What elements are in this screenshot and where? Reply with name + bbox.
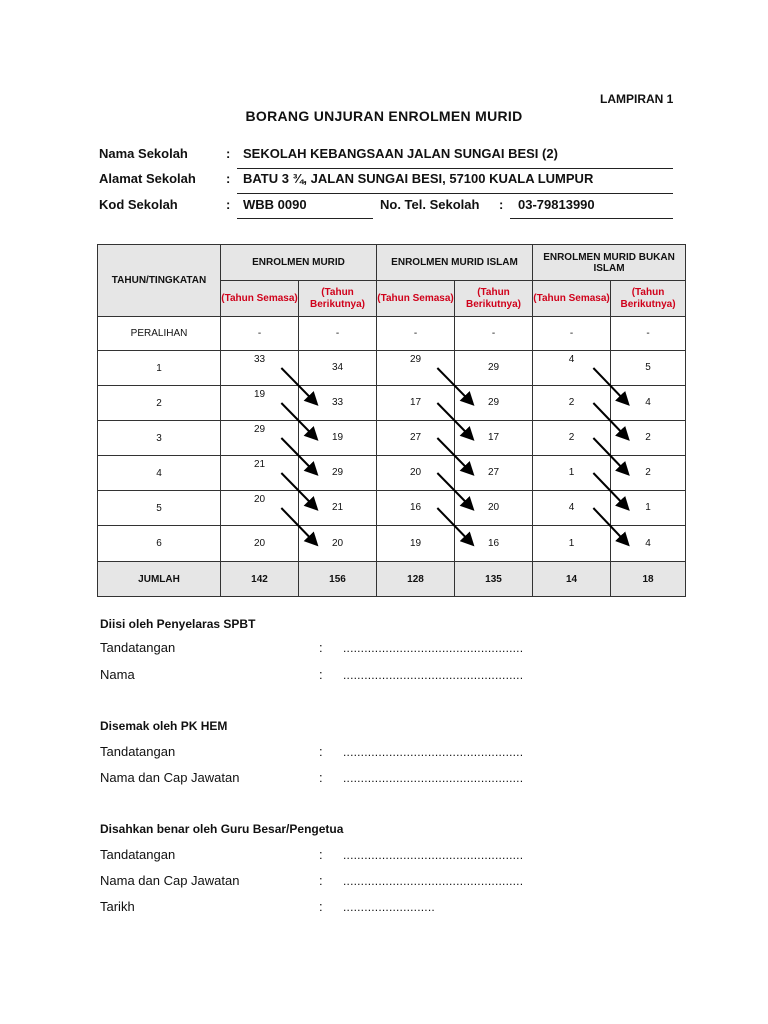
table-row	[98, 491, 686, 526]
table-cell	[611, 456, 686, 491]
cell-value: 2	[568, 432, 575, 443]
date-field[interactable]: ..........................	[343, 900, 435, 914]
table-cell	[221, 526, 299, 562]
total-cell: 142	[221, 562, 299, 597]
table-cell	[377, 386, 455, 421]
colon: :	[319, 847, 323, 862]
cell-value: 19	[253, 389, 266, 400]
name-stamp-label: Nama dan Cap Jawatan	[100, 873, 240, 888]
cell-value: 2	[645, 432, 651, 443]
sub-header-current: (Tahun Semasa)	[533, 281, 611, 317]
cell-value: 33	[331, 397, 344, 408]
table-row	[98, 456, 686, 491]
table-cell	[221, 456, 299, 491]
school-code-label: Kod Sekolah	[99, 197, 178, 212]
cell-value: 29	[487, 362, 500, 373]
table-row	[98, 421, 686, 456]
cell-value: 4	[645, 537, 651, 549]
cell-value: 4	[645, 397, 651, 408]
header-enrolmen-murid: ENROLMEN MURID	[221, 245, 377, 281]
section-title-hem: Disemak oleh PK HEM	[100, 719, 228, 733]
cell-value: 29	[409, 354, 422, 365]
cell-value: 33	[253, 354, 266, 365]
signature-field[interactable]: ...................................................	[343, 848, 524, 862]
total-cell: 14	[533, 562, 611, 597]
cell-value: 1	[645, 502, 651, 513]
table-cell	[611, 421, 686, 456]
cell-value: 20	[253, 494, 266, 505]
colon: :	[226, 146, 231, 161]
cell-value: 17	[487, 432, 500, 443]
row-label: 6	[98, 526, 221, 562]
table-cell	[299, 456, 377, 491]
school-name-value: SEKOLAH KEBANGSAAN JALAN SUNGAI BESI (2)	[243, 146, 558, 161]
cell-value: 34	[331, 362, 344, 373]
table-cell	[221, 386, 299, 421]
table-cell: -	[533, 317, 611, 351]
table-cell	[455, 421, 533, 456]
table-cell	[455, 351, 533, 386]
table-cell	[299, 351, 377, 386]
table-cell	[299, 421, 377, 456]
cell-value: 4	[568, 354, 575, 365]
cell-value: 17	[409, 397, 422, 408]
table-body	[98, 351, 686, 562]
school-address-value: BATU 3 ¾, JALAN SUNGAI BESI, 57100 KUALA LUMPUR	[243, 171, 594, 186]
sign-label: Tandatangan	[100, 847, 176, 862]
school-code-value: WBB 0090	[243, 197, 307, 212]
cell-value: 5	[645, 362, 651, 373]
table-cell	[533, 491, 611, 526]
header-year: TAHUN/TINGKATAN	[98, 245, 221, 317]
colon: :	[319, 640, 323, 655]
lampiran-label: LAMPIRAN 1	[600, 92, 674, 106]
total-cell: 135	[455, 562, 533, 597]
total-cell: 18	[611, 562, 686, 597]
table-cell	[455, 526, 533, 562]
total-cell: 156	[299, 562, 377, 597]
row-label: 4	[98, 456, 221, 491]
underline	[510, 218, 673, 219]
name-field[interactable]: ...................................................	[343, 668, 524, 682]
table-cell	[533, 421, 611, 456]
name-stamp-field[interactable]: ...................................................	[343, 874, 524, 888]
table-cell	[533, 351, 611, 386]
school-name-label: Nama Sekolah	[99, 146, 188, 161]
colon: :	[319, 744, 323, 759]
school-tel-value: 03-79813990	[518, 197, 595, 212]
section-title-gb: Disahkan benar oleh Guru Besar/Pengetua	[100, 822, 344, 836]
table-cell	[377, 351, 455, 386]
table-cell	[455, 491, 533, 526]
cell-value: 2	[645, 467, 651, 478]
header-enrolmen-islam: ENROLMEN MURID ISLAM	[377, 245, 533, 281]
colon: :	[319, 667, 323, 682]
sign-label: Tandatangan	[100, 744, 176, 759]
cell-value: 29	[331, 467, 344, 478]
underline	[237, 193, 673, 194]
table-cell	[611, 491, 686, 526]
sub-header-next: (Tahun Berikutnya)	[611, 281, 686, 317]
table-cell: -	[611, 317, 686, 351]
cell-value: 16	[409, 502, 422, 513]
cell-value: 1	[568, 537, 575, 549]
underline	[237, 168, 673, 169]
table-cell	[377, 456, 455, 491]
table-cell	[377, 421, 455, 456]
table-cell	[533, 456, 611, 491]
sub-header-next: (Tahun Berikutnya)	[299, 281, 377, 317]
table-cell	[611, 386, 686, 421]
name-label: Nama	[100, 667, 135, 682]
cell-value: 19	[409, 537, 422, 549]
table-cell	[299, 491, 377, 526]
row-label: 3	[98, 421, 221, 456]
row-label: PERALIHAN	[98, 317, 221, 351]
cell-value: 27	[487, 467, 500, 478]
cell-value: 2	[568, 397, 575, 408]
header-enrolmen-bukan-islam: ENROLMEN MURID BUKAN ISLAM	[533, 245, 686, 281]
cell-value: 21	[331, 502, 344, 513]
cell-value: 29	[253, 424, 266, 435]
colon: :	[226, 171, 231, 186]
total-cell: 128	[377, 562, 455, 597]
page-title: BORANG UNJURAN ENROLMEN MURID	[245, 108, 523, 124]
row-label: 5	[98, 491, 221, 526]
school-tel-label: No. Tel. Sekolah	[380, 197, 480, 212]
table-cell: -	[299, 317, 377, 351]
table-cell	[455, 386, 533, 421]
table-cell: -	[455, 317, 533, 351]
cell-value: 20	[409, 467, 422, 478]
table-cell	[533, 386, 611, 421]
cell-value: 21	[253, 459, 266, 470]
section-title-spbt: Diisi oleh Penyelaras SPBT	[100, 617, 256, 631]
sign-label: Tandatangan	[100, 640, 176, 655]
cell-value: 4	[568, 502, 575, 513]
row-label: 2	[98, 386, 221, 421]
enrolment-table	[97, 244, 686, 597]
name-stamp-label: Nama dan Cap Jawatan	[100, 770, 240, 785]
cell-value: 27	[409, 432, 422, 443]
table-cell	[299, 386, 377, 421]
table-cell	[299, 526, 377, 562]
cell-value: 1	[568, 467, 575, 478]
cell-value: 19	[331, 432, 344, 443]
underline	[237, 218, 373, 219]
colon: :	[319, 770, 323, 785]
table-cell	[533, 526, 611, 562]
row-label: 1	[98, 351, 221, 386]
name-stamp-field[interactable]: ...................................................	[343, 771, 524, 785]
table-cell	[611, 526, 686, 562]
cell-value: 16	[487, 537, 500, 549]
table-cell	[377, 526, 455, 562]
cell-value: 20	[253, 537, 266, 549]
cell-value: 29	[487, 397, 500, 408]
colon: :	[499, 197, 504, 212]
table-cell: -	[221, 317, 299, 351]
table-row	[98, 526, 686, 562]
colon: :	[319, 873, 323, 888]
sub-header-next: (Tahun Berikutnya)	[455, 281, 533, 317]
colon: :	[226, 197, 231, 212]
table-cell	[221, 491, 299, 526]
table-cell	[221, 351, 299, 386]
row-label: JUMLAH	[98, 562, 221, 597]
table-cell: -	[377, 317, 455, 351]
table-cell	[611, 351, 686, 386]
table-cell	[221, 421, 299, 456]
school-address-label: Alamat Sekolah	[99, 171, 196, 186]
date-label: Tarikh	[100, 899, 135, 914]
table-cell	[377, 491, 455, 526]
cell-value: 20	[331, 537, 344, 549]
sub-header-current: (Tahun Semasa)	[221, 281, 299, 317]
table-row	[98, 351, 686, 386]
table-row-jumlah	[98, 562, 686, 597]
signature-field[interactable]: ...................................................	[343, 745, 524, 759]
table-row-peralihan	[98, 317, 686, 351]
colon: :	[319, 899, 323, 914]
table-row	[98, 386, 686, 421]
signature-field[interactable]: ...................................................	[343, 641, 524, 655]
sub-header-current: (Tahun Semasa)	[377, 281, 455, 317]
table-cell	[455, 456, 533, 491]
cell-value: 20	[487, 502, 500, 513]
